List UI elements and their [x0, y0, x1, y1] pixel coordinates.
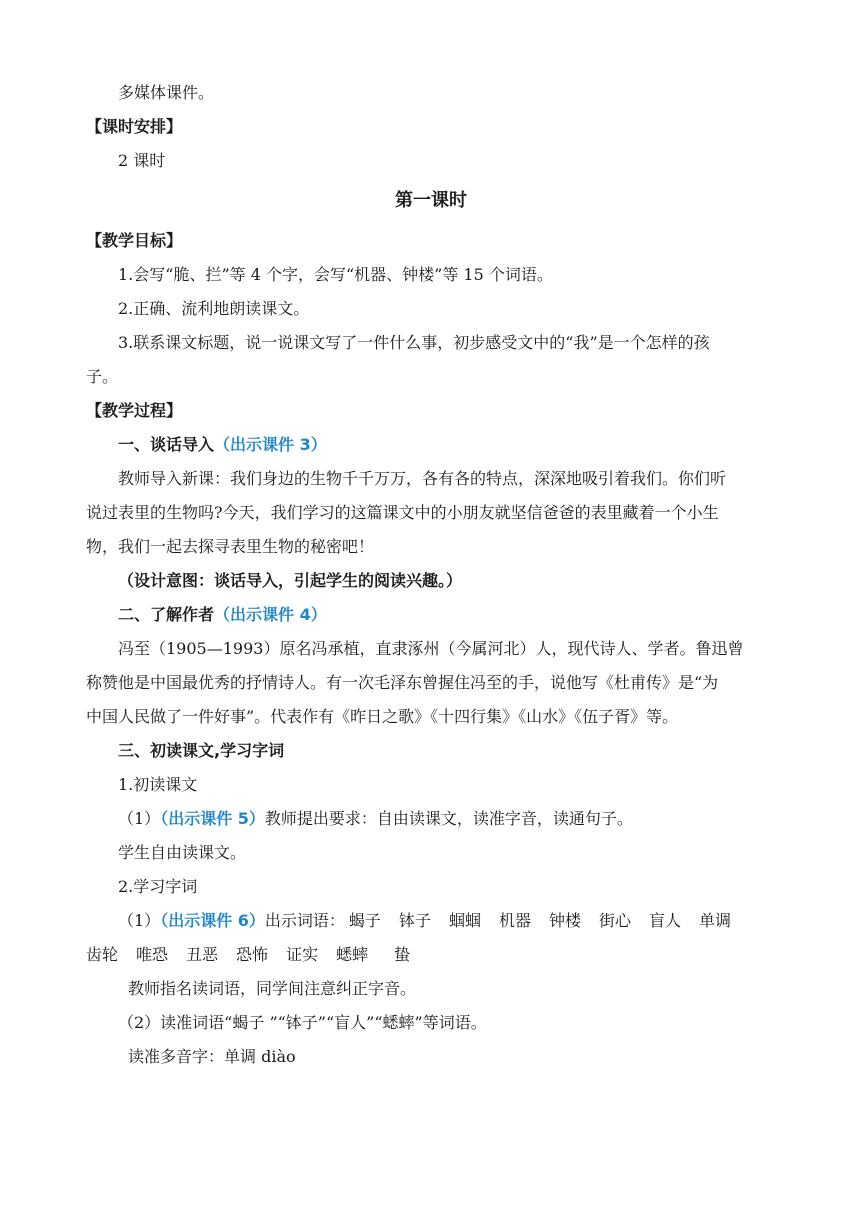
step-2-polyphone: 读准多音字：单调 diào — [128, 1047, 296, 1066]
step-1-text: 教师提出要求：自由读课文，读准字音，读通句子。 — [264, 809, 633, 828]
step-2-title: 2.学习字词 — [118, 877, 198, 896]
step-1-title: 1.初读课文 — [118, 775, 198, 794]
goal-3-cont: 子。 — [86, 367, 119, 386]
heading-schedule: 【课时安排】 — [86, 117, 183, 136]
word: 单调 — [699, 911, 732, 930]
materials-line: 多媒体课件。 — [118, 83, 215, 102]
section-1-heading — [86, 428, 776, 462]
design-intent: （设计意图：谈话导入，引起学生的阅读兴趣。） — [118, 571, 463, 590]
word: 蝎子 — [348, 911, 381, 930]
section-2-heading — [86, 598, 776, 632]
word: 机器 — [498, 911, 531, 930]
word: 丑恶 — [186, 945, 219, 964]
word: 钵子 — [398, 911, 431, 930]
vocab-intro: 出示词语： — [264, 911, 345, 930]
step-1-student: 学生自由读课文。 — [118, 843, 247, 862]
word: 钟楼 — [548, 911, 581, 930]
word: 恐怖 — [236, 945, 269, 964]
author-para-2: 称赞他是中国最优秀的抒情诗人。有一次毛泽东曾握住冯至的手，说他写《杜甫传》是“为 — [86, 673, 719, 692]
word: 齿轮 — [86, 945, 119, 964]
intro-para-3: 物，我们一起去探寻表里生物的秘密吧！ — [86, 537, 375, 556]
word: 蝈蝈 — [448, 911, 481, 930]
section-3-heading: 三、初读课文,学习字词 — [118, 741, 285, 760]
step-1-instruction — [86, 802, 776, 836]
goal-1: 1.会写“脆、拦”等 4 个字，会写“机器、钟楼”等 15 个词语。 — [118, 265, 553, 284]
vocab-line-2 — [86, 938, 776, 972]
step-2-reading: 教师指名读词语，同学间注意纠正字音。 — [128, 979, 417, 998]
word: 唯恐 — [136, 945, 169, 964]
author-para: 冯至（1905—1993）原名冯承植，直隶涿州（今属河北）人，现代诗人、学者。鲁迅曾 — [118, 639, 744, 658]
word: 证实 — [286, 945, 319, 964]
intro-para: 教师导入新课：我们身边的生物千千万万，各有各的特点，深深地吸引着我们。你们听 — [118, 469, 727, 488]
lesson-title: 第一课时 — [395, 190, 467, 211]
document-page — [86, 76, 776, 1074]
step-1-number: （1） — [118, 809, 161, 828]
section-1-title: 一、谈话导入 — [118, 435, 215, 454]
heading-goals: 【教学目标】 — [86, 231, 183, 250]
courseware-6-link[interactable]: （出示课件 6） — [160, 911, 265, 930]
step-2-pronounce: （2）读准词语“蝎子 ”“钵子”“盲人”“蟋蟀”等词语。 — [118, 1013, 487, 1032]
heading-process: 【教学过程】 — [86, 401, 183, 420]
courseware-4-link[interactable]: （出示课件 4） — [214, 605, 327, 624]
section-2-title: 二、了解作者 — [118, 605, 215, 624]
courseware-3-link[interactable]: （出示课件 3） — [214, 435, 327, 454]
goal-2: 2.正确、流利地朗读课文。 — [118, 299, 310, 318]
word: 蛰 — [394, 945, 411, 964]
courseware-5-link[interactable]: （出示课件 5） — [160, 809, 265, 828]
intro-para-2: 说过表里的生物吗?今天，我们学习的这篇课文中的小朋友就坚信爸爸的表里藏着一个小生 — [86, 503, 719, 522]
vocab-line-1 — [86, 904, 776, 938]
word: 盲人 — [649, 911, 682, 930]
word: 蟋蟀 — [336, 945, 369, 964]
goal-3: 3.联系课文标题，说一说课文写了一件什么事，初步感受文中的“我”是一个怎样的孩 — [118, 333, 710, 352]
step-2-number: （1） — [118, 911, 161, 930]
author-para-3: 中国人民做了一件好事”。代表作有《昨日之歌》《十四行集》《山水》《伍子胥》等。 — [86, 707, 679, 726]
word: 街心 — [599, 911, 632, 930]
schedule-text: 2 课时 — [118, 151, 166, 170]
